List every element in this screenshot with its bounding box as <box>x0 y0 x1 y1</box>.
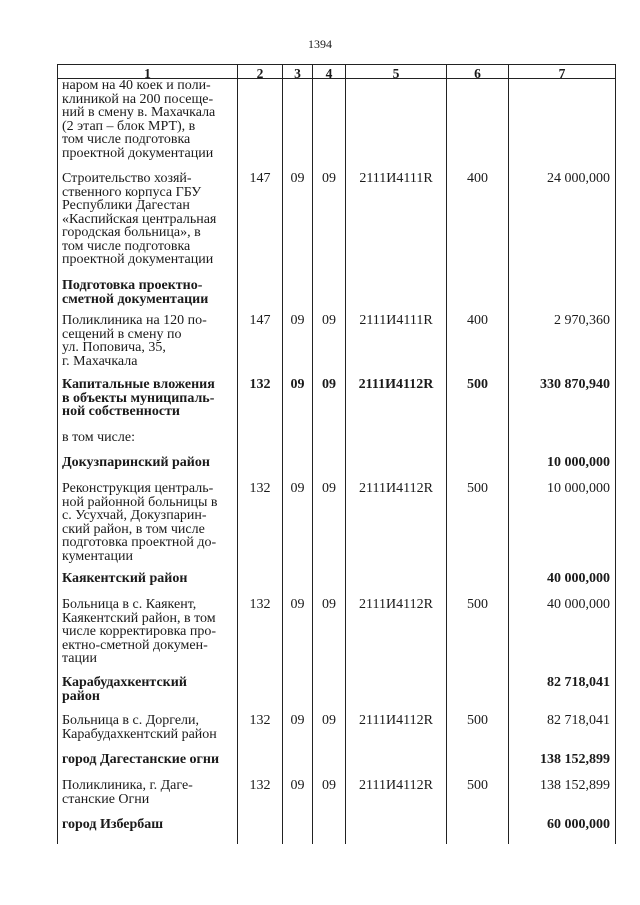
row-c2: 147 <box>249 171 271 186</box>
row-c5: 2111И4112R <box>359 481 433 496</box>
row-amount: 60 000,000 <box>547 817 610 832</box>
row-c3: 09 <box>290 171 305 186</box>
col-divider-left <box>57 64 58 844</box>
row-c3: 09 <box>290 377 305 392</box>
row-description: Поликлиника на 120 по- сещений в смену по ул. Поповича, 35, г. Махачкала <box>62 313 207 369</box>
row-c6: 500 <box>467 778 488 793</box>
row-c2: 132 <box>249 377 271 392</box>
row-amount: 330 870,940 <box>540 377 610 392</box>
row-amount: 24 000,000 <box>547 171 610 186</box>
row-c4: 09 <box>322 713 336 728</box>
row-description: город Дагестанские огни <box>62 752 220 767</box>
row-c5: 2111И4112R <box>359 778 433 793</box>
row-c4: 09 <box>322 481 336 496</box>
row-c3: 09 <box>290 313 305 328</box>
page-number: 1394 <box>308 37 332 51</box>
header-col-4: 4 <box>325 66 333 81</box>
header-col-1: 1 <box>144 66 151 81</box>
row-c6: 500 <box>467 713 488 728</box>
row-c4: 09 <box>322 778 336 793</box>
row-c4: 09 <box>322 597 336 612</box>
row-description: Подготовка проектно- сметной документации <box>62 278 209 307</box>
row-amount: 138 152,899 <box>540 752 610 767</box>
table-top-border <box>57 64 616 65</box>
row-description: наром на 40 коек и поли- клиникой на 200 посеще- ний в смену в. Махачкала (2 этап – блок МРТ), в том числе подготовка проектной документации <box>62 78 216 161</box>
row-c4: 09 <box>322 171 336 186</box>
row-c5: 2111И4111R <box>359 313 433 328</box>
row-description: Капитальные вложения в объекты муниципаль- ной собственности <box>62 377 215 419</box>
header-col-3: 3 <box>294 66 301 81</box>
row-c5: 2111И4111R <box>359 171 433 186</box>
row-c2: 132 <box>249 481 271 496</box>
row-c6: 500 <box>467 481 488 496</box>
row-c3: 09 <box>290 597 305 612</box>
row-amount: 40 000,000 <box>547 597 610 612</box>
row-c3: 09 <box>290 713 305 728</box>
row-description: Реконструкция централь- ной районной больницы в с. Усухчай, Докузпарин- ский район, в том числе подготовка проектной до- кументации <box>62 481 218 564</box>
row-c5: 2111И4112R <box>358 377 434 392</box>
row-amount: 40 000,000 <box>547 571 610 586</box>
header-col-6: 6 <box>474 66 481 81</box>
row-c5: 2111И4112R <box>359 597 433 612</box>
row-c3: 09 <box>290 778 305 793</box>
row-description: Строительство хозяй- ственного корпуса ГБУ Республики Дагестан «Каспийская центральная городская больница», в том числе подготовка проектной документации <box>62 171 217 267</box>
row-description: Каякентский район <box>62 571 188 586</box>
row-c2: 147 <box>249 313 271 328</box>
row-c6: 500 <box>467 377 488 392</box>
row-amount: 82 718,041 <box>547 675 610 690</box>
row-c4: 09 <box>322 377 336 392</box>
row-description: Карабудахкентский район <box>62 675 187 704</box>
row-c3: 09 <box>290 481 305 496</box>
row-c6: 500 <box>467 597 488 612</box>
row-description: Больница в с. Доргели, Карабудахкентский район <box>62 713 217 742</box>
row-c2: 132 <box>249 713 271 728</box>
row-description: Докузпаринский район <box>62 455 210 470</box>
header-col-2: 2 <box>256 66 264 81</box>
row-c5: 2111И4112R <box>359 713 433 728</box>
row-description: Больница в с. Каякент, Каякентский район, в том числе корректировка про- ектно-сметной докумен- тации <box>62 597 217 666</box>
col-divider-right <box>615 64 616 844</box>
row-amount: 82 718,041 <box>547 713 610 728</box>
row-c2: 132 <box>249 778 271 793</box>
row-amount: 138 152,899 <box>540 778 610 793</box>
row-c2: 132 <box>249 597 271 612</box>
row-description: город Избербаш <box>62 817 164 832</box>
header-col-7: 7 <box>558 66 566 81</box>
row-c4: 09 <box>322 313 336 328</box>
row-description: Поликлиника, г. Даге- станские Огни <box>62 778 193 807</box>
row-c6: 400 <box>467 171 488 186</box>
header-col-5: 5 <box>392 66 400 81</box>
row-amount: 10 000,000 <box>547 481 610 496</box>
row-amount: 2 970,360 <box>554 313 610 328</box>
row-amount: 10 000,000 <box>547 455 610 470</box>
row-c6: 400 <box>467 313 488 328</box>
row-description: в том числе: <box>62 430 135 445</box>
